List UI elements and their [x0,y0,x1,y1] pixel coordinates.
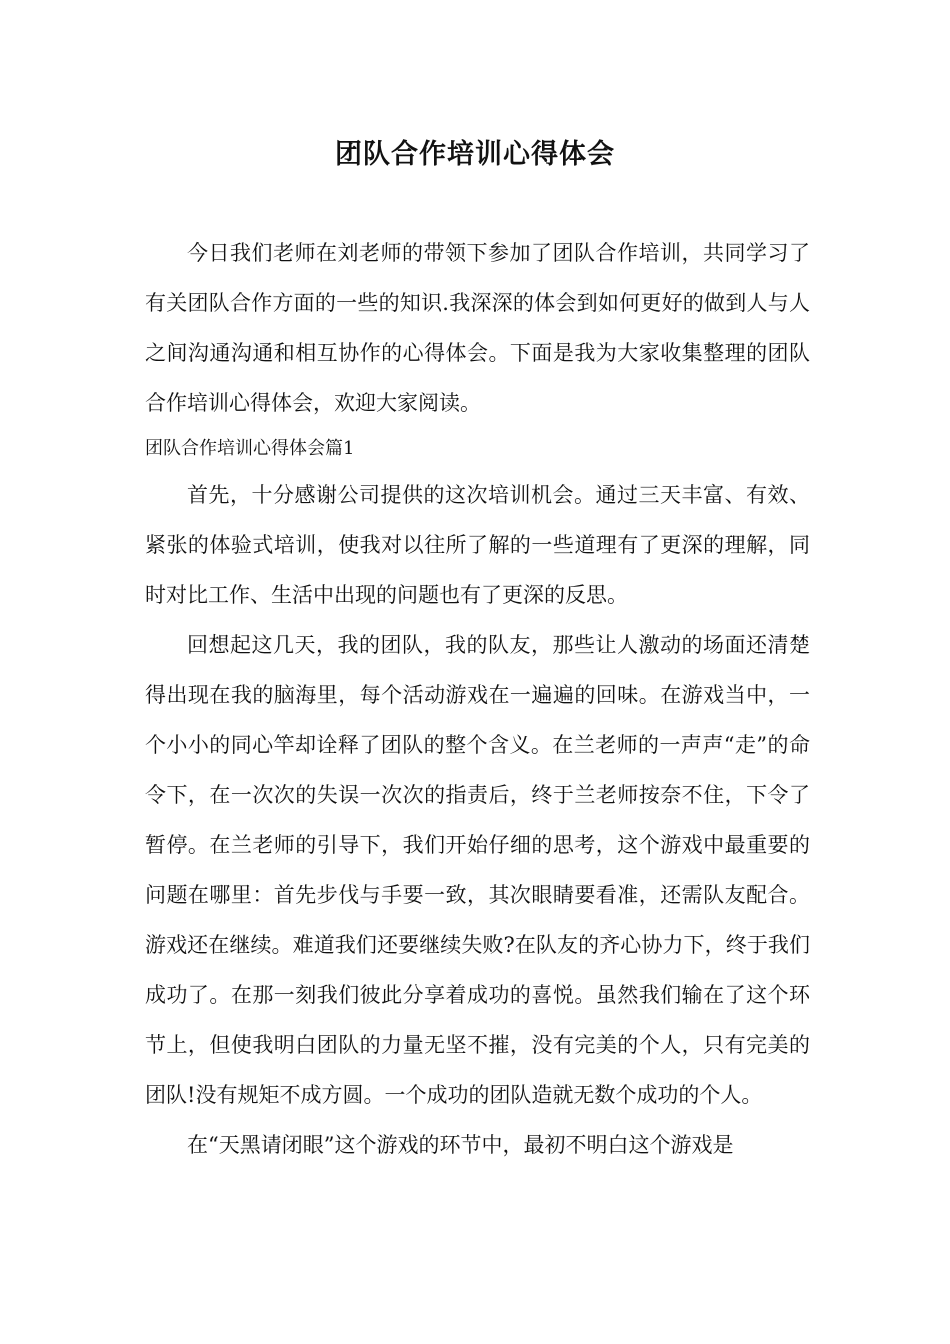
section-heading: 团队合作培训心得体会篇1 [145,438,355,459]
document-body [145,228,810,1170]
body-paragraph: 在“天黑请闭眼”这个游戏的环节中，最初不明白这个游戏是 [187,1133,734,1157]
intro-paragraph: 今日我们老师在刘老师的带领下参加了团队合作培训，共同学习了有关团队合作方面的一些的知识.我深深的体会到如何更好的做到人与人之间沟通沟通和相互协作的心得体会。下面是我为大家收集整理的团队合作培训心得体会，欢迎大家阅读。 [145,241,810,415]
body-paragraph: 回想起这几天，我的团队，我的队友，那些让人激动的场面还清楚得出现在我的脑海里，每个活动游戏在一遍遍的回味。在游戏当中，一个小小的同心竿却诠释了团队的整个含义。在兰老师的一声声“走”的命令下，在一次次的失误一次次的指责后，终于兰老师按奈不住，下令了暂停。在兰老师的引导下，我们开始仔细的思考，这个游戏中最重要的问题在哪里：首先步伐与手要一致，其次眼睛要看准，还需队友配合。游戏还在继续。难道我们还要继续失败?在队友的齐心协力下，终于我们成功了。在那一刻我们彼此分享着成功的喜悦。虽然我们输在了这个环节上，但使我明白团队的力量无坚不摧，没有完美的个人，只有完美的团队!没有规矩不成方圆。一个成功的团队造就无数个成功的个人。 [145,633,810,1107]
document-title: 团队合作培训心得体会 [335,139,615,170]
body-paragraph: 首先，十分感谢公司提供的这次培训机会。通过三天丰富、有效、紧张的体验式培训，使我对以往所了解的一些道理有了更深的理解，同时对比工作、生活中出现的问题也有了更深的反思。 [145,483,810,607]
